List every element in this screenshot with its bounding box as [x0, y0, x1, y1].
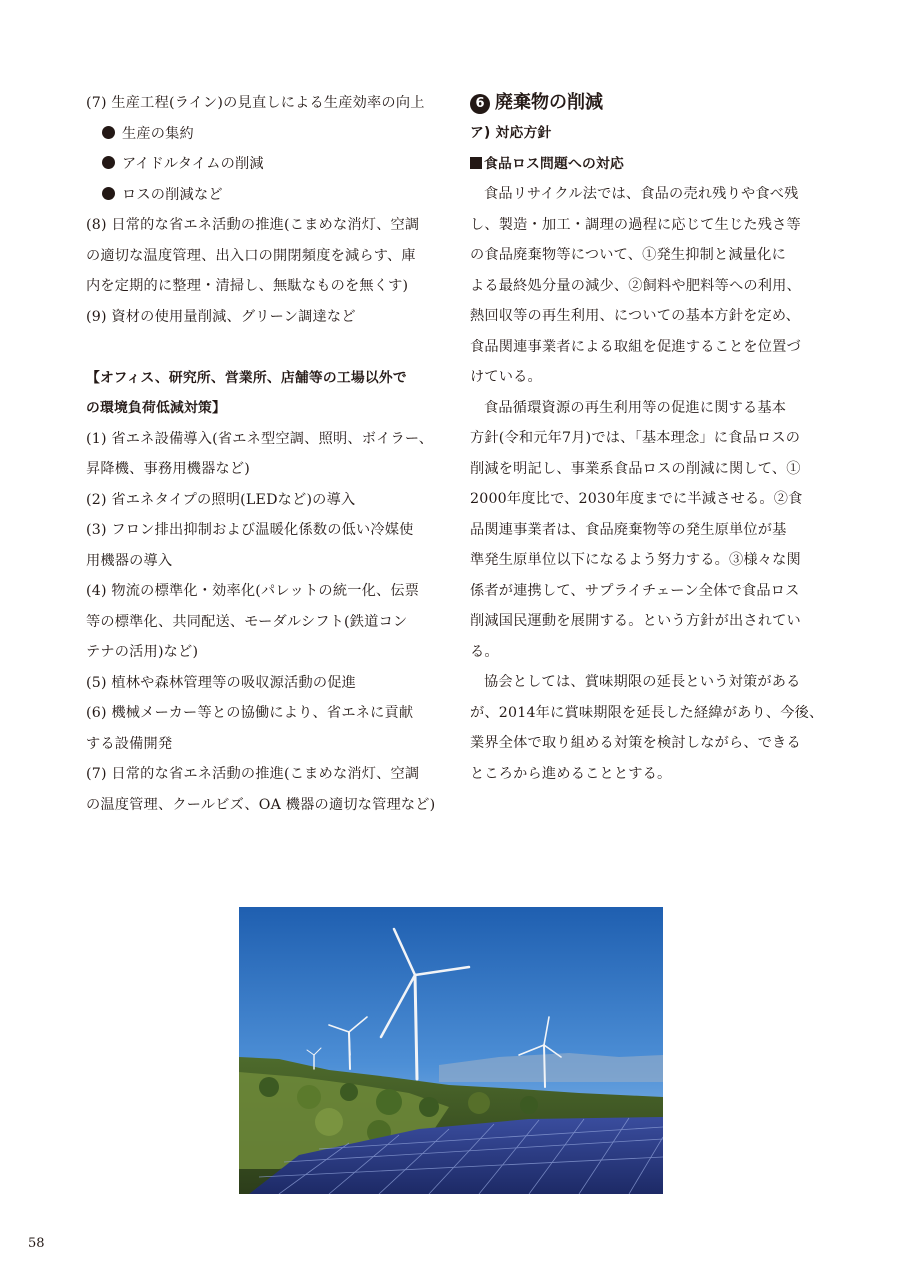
text-line: 内を定期的に整理・清掃し、無駄なものを無くす): [86, 278, 409, 294]
section-title: [470, 88, 822, 118]
bullet-dot-icon: [102, 156, 115, 169]
text-line: (7) 日常的な省エネ活動の推進(こまめな消灯、空調: [86, 766, 420, 782]
paragraph-line: ところから進めることとする。: [470, 765, 672, 782]
paragraph-line: 係者が連携して、サプライチェーン全体で食品ロス: [470, 582, 800, 599]
paragraph-line: 協会としては、賞味期限の延長という対策がある: [484, 674, 801, 690]
text-line: (1) 省エネ設備導入(省エネ型空調、照明、ボイラー、: [86, 430, 434, 447]
paragraph-line: 食品リサイクル法では、食品の売れ残りや食べ残: [484, 186, 799, 202]
text-line: (9) 資材の使用量削減、グリーン調達など: [86, 308, 356, 325]
page-number: 58: [28, 1236, 45, 1251]
bullet-item: [86, 149, 442, 180]
paragraph-line: 熱回収等の再生利用、についての基本方針を定め、: [470, 308, 801, 324]
text-line: (4) 物流の標準化・効率化(パレットの統一化、伝票: [86, 583, 420, 599]
text-line: する設備開発: [86, 735, 173, 752]
text-line: (6) 機械メーカー等との協働により、省エネに貢献: [86, 705, 414, 721]
paragraph-line: が、2014年に賞味期限を延長した経緯があり、今後、: [470, 704, 824, 721]
bullet-dot-icon: [102, 126, 115, 139]
section-heading: の環境負荷低減対策】: [86, 400, 226, 416]
paragraph-line: 削減国民運動を展開する。という方針が出されてい: [470, 613, 801, 629]
spacer: [86, 332, 442, 363]
paragraph-line: 準発生原単位以下になるよう努力する。③様々な関: [470, 552, 801, 568]
paragraph-line: 方針(令和元年7月)では、「基本理念」に食品ロスの: [470, 430, 801, 446]
paragraph-line: 業界全体で取り組める対策を検討しながら、できる: [470, 735, 801, 751]
text-line: 用機器の導入: [86, 552, 173, 569]
section-title-text: 廃棄物の削減: [495, 92, 603, 113]
paragraph-line: し、製造・加工・調理の過程に応じて生じた残さ等: [470, 216, 801, 233]
wind-turbine-solar-photo: [239, 907, 663, 1194]
circled-number-icon: 6: [470, 94, 490, 114]
paragraph-line: の食品廃棄物等について、①発生抑制と減量化に: [470, 247, 786, 263]
paragraph-line: 食品関連事業者による取組を促進することを位置づ: [470, 338, 801, 355]
text-line: (2) 省エネタイプの照明(LEDなど)の導入: [86, 491, 356, 508]
paragraph-line: 削減を明記し、事業系食品ロスの削減に関して、①: [470, 460, 801, 477]
topic-heading: [470, 149, 822, 180]
bullet-item: [86, 119, 442, 150]
paragraph-line: けている。: [470, 369, 542, 385]
text-line: (5) 植林や森林管理等の吸収源活動の促進: [86, 674, 356, 691]
paragraph-line: 2000年度比で、2030年度までに半減させる。②食: [470, 491, 803, 507]
text-line: (8) 日常的な省エネ活動の推進(こまめな消灯、空調: [86, 217, 420, 233]
text-line: の適切な温度管理、出入口の開閉頻度を減らす、庫: [86, 247, 416, 264]
text-line: テナの活用)など): [86, 644, 199, 660]
paragraph-line: よる最終処分量の減少、②飼料や肥料等への利用、: [470, 277, 801, 294]
left-column: [86, 88, 442, 820]
section-heading: 【オフィス、研究所、営業所、店舗等の工場以外で: [86, 369, 407, 386]
bullet-dot-icon: [102, 187, 115, 200]
text-line: (7) 生産工程(ライン)の見直しによる生産効率の向上: [86, 95, 425, 111]
topic-heading-text: 食品ロス問題への対応: [484, 155, 624, 172]
sub-heading: ア) 対応方針: [470, 125, 552, 141]
bullet-text: ロスの削減など: [122, 186, 223, 203]
bullet-text: アイドルタイムの削減: [122, 156, 264, 172]
right-column: [470, 88, 822, 789]
square-bullet-icon: [470, 157, 482, 169]
text-line: 等の標準化、共同配送、モーダルシフト(鉄道コン: [86, 613, 408, 630]
text-line: (3) フロン排出抑制および温暖化係数の低い冷媒使: [86, 522, 414, 538]
text-line: の温度管理、クールビズ、OA 機器の適切な管理など): [86, 796, 436, 813]
bullet-item: [86, 180, 442, 211]
text-line: 昇降機、事務用機器など): [86, 461, 250, 477]
bullet-text: 生産の集約: [122, 125, 194, 142]
paragraph-line: 品関連事業者は、食品廃棄物等の発生原単位が基: [470, 521, 787, 538]
paragraph-line: 食品循環資源の再生利用等の促進に関する基本: [484, 399, 787, 416]
paragraph-line: る。: [470, 643, 499, 660]
